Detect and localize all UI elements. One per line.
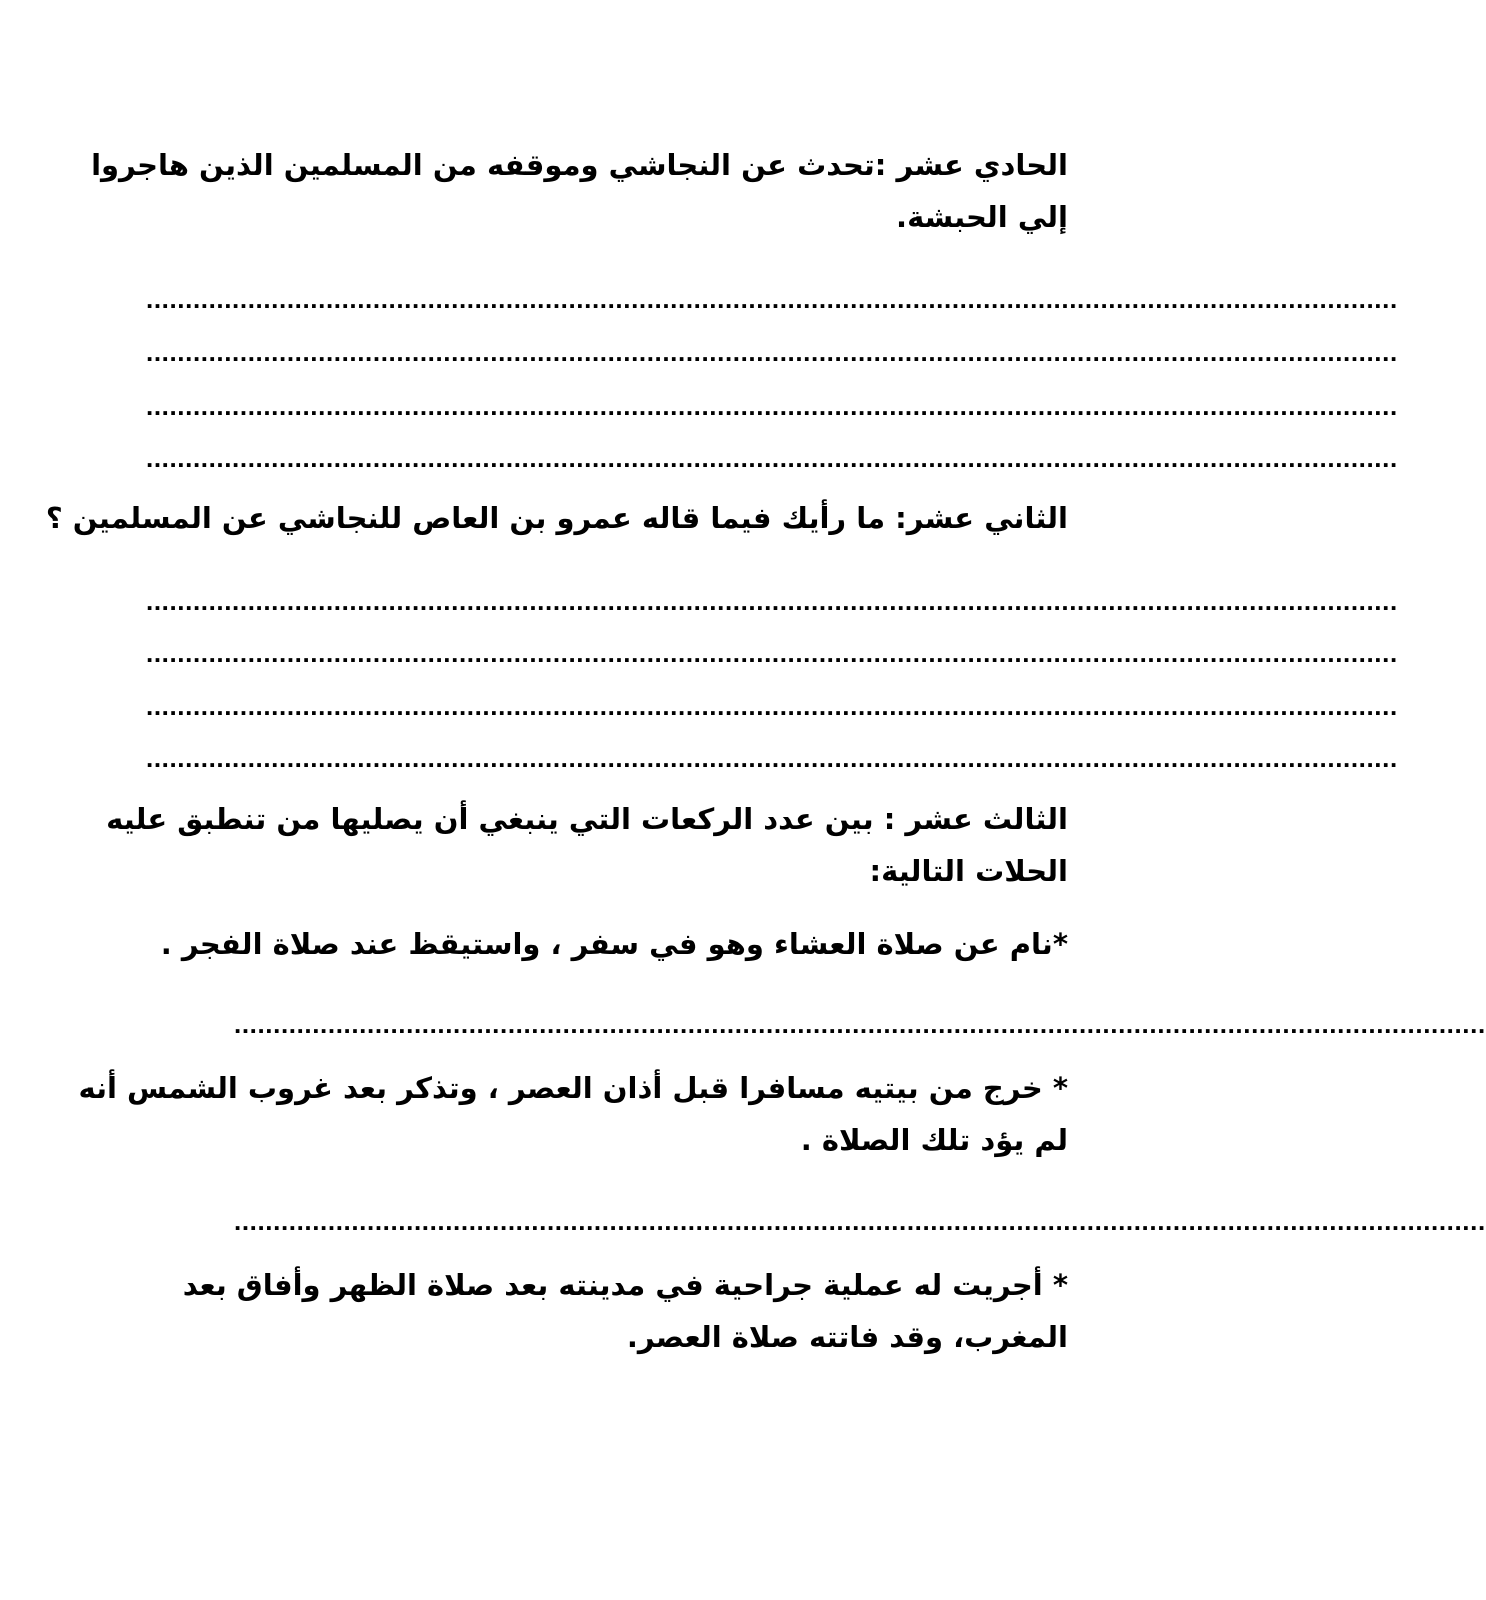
q12-answer-line-3[interactable]: ................................................................................................................................................................ (146, 691, 1398, 721)
q13-case1-text: *نام عن صلاة العشاء وهو في سفر ، واستيقظ عند صلاة الفجر . (160, 927, 1068, 961)
q13-case2-answer-line[interactable]: ................................................................................................................................................................ (234, 1206, 1486, 1236)
q11-answer-line-3[interactable]: ................................................................................................................................................................ (146, 391, 1398, 421)
q12-answer-line-1[interactable]: ................................................................................................................................................................ (146, 586, 1398, 616)
q11-answer-line-4[interactable]: ................................................................................................................................................................ (146, 443, 1398, 473)
q12-answer-line-2[interactable]: ................................................................................................................................................................ (146, 638, 1398, 668)
q13-case2-text-line2: لم يؤد تلك الصلاة . (800, 1123, 1068, 1157)
q13-case3-text-line2: المغرب، وقد فاتته صلاة العصر. (626, 1320, 1068, 1354)
q13-case3-text-line1: * أجريت له عملية جراحية في مدينته بعد صلاة الظهر وأفاق بعد (182, 1268, 1068, 1302)
q11-answer-line-2[interactable]: ................................................................................................................................................................ (146, 337, 1398, 367)
q13-case1-answer-line[interactable]: ................................................................................................................................................................ (234, 1009, 1486, 1039)
q13-text-line1: الثالث عشر : بين عدد الركعات التي ينبغي أن يصليها من تنطبق عليه (106, 802, 1068, 836)
q11-answer-line-1[interactable]: ................................................................................................................................................................ (146, 284, 1398, 314)
q12-answer-line-4[interactable]: ................................................................................................................................................................ (146, 743, 1398, 773)
q11-text-line1: الحادي عشر :تحدث عن النجاشي وموقفه من المسلمين الذين هاجروا (91, 148, 1068, 182)
q11-text-line2: إلي الحبشة. (896, 200, 1068, 234)
q13-text-line2: الحلات التالية: (869, 854, 1068, 888)
q13-case2-text-line1: * خرج من بيتيه مسافرا قبل أذان العصر ، وتذكر بعد غروب الشمس أنه (78, 1071, 1068, 1105)
q12-text: الثاني عشر: ما رأيك فيما قاله عمرو بن العاص للنجاشي عن المسلمين ؟ (45, 501, 1068, 535)
